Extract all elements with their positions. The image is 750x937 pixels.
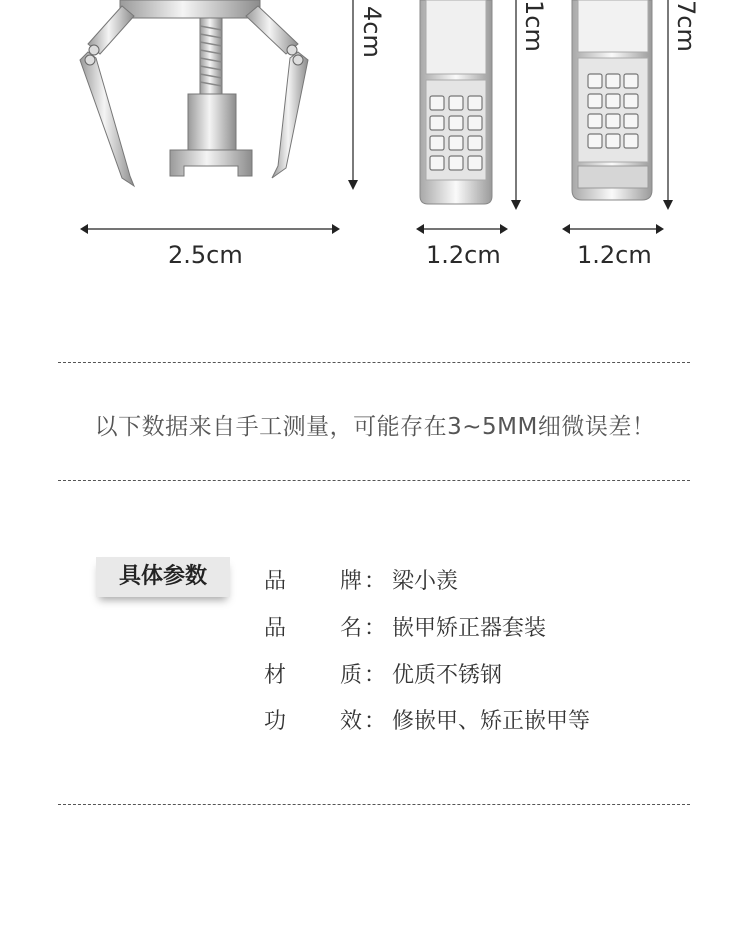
param-key-1: 功 [264, 709, 287, 734]
clip-b-height-label: 7cm [672, 0, 700, 52]
param-key-2: 名 [340, 616, 363, 641]
param-value: 优质不锈钢 [392, 663, 503, 688]
param-value: 梁小羡 [392, 569, 459, 594]
param-value: 嵌甲矫正器套装 [392, 616, 547, 641]
param-key-2: 效 [340, 709, 363, 734]
clip-b-width-label: 1.2cm [577, 241, 652, 269]
clip-b-width-arrow [560, 222, 666, 236]
clip-a-height-label: 1cm [520, 0, 548, 52]
clip-a-width-label: 1.2cm [426, 241, 501, 269]
params-title: 具体参数 [96, 557, 230, 597]
divider-bottom [58, 804, 690, 805]
param-key-1: 品 [264, 569, 287, 594]
param-key-1: 材 [264, 663, 287, 688]
divider-middle [58, 480, 690, 481]
param-key-2: 质 [340, 663, 363, 688]
tool-height-label: 4cm [358, 6, 386, 58]
param-key-1: 品 [264, 616, 287, 641]
divider-top [58, 362, 690, 363]
clip-a-width-arrow [414, 222, 510, 236]
param-colon: ： [364, 663, 387, 688]
param-colon: ： [364, 709, 387, 734]
param-colon: ： [364, 616, 387, 641]
width-arrow [78, 222, 342, 236]
param-key-2: 牌 [340, 569, 363, 594]
nail-clip-illustration [414, 0, 498, 206]
param-colon: ： [364, 569, 387, 594]
measurement-notice: 以下数据来自手工测量，可能存在3~5MM细微误差！ [94, 414, 656, 440]
nail-clip-illustration [568, 0, 658, 202]
param-value: 修嵌甲、矫正嵌甲等 [392, 709, 591, 734]
tool-width-label: 2.5cm [168, 241, 243, 269]
corrector-tool-illustration [60, 0, 360, 200]
